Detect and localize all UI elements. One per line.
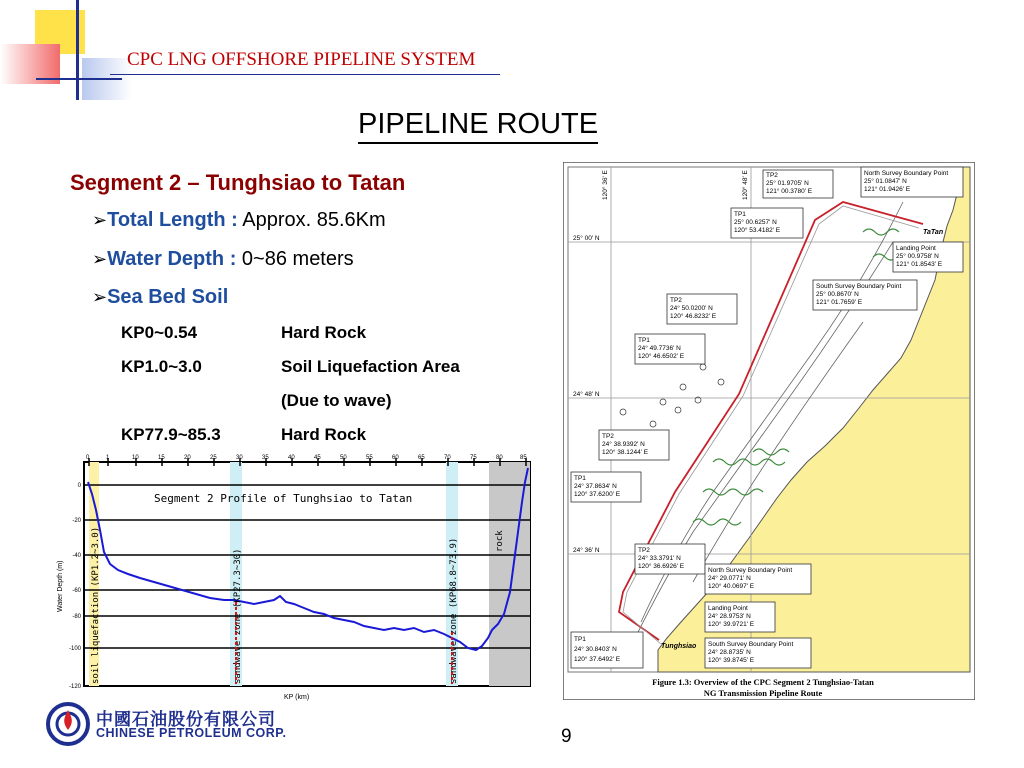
callout-text: 24° 29.0771' N: [708, 575, 751, 582]
tick-label: 70: [444, 455, 451, 461]
tick-label: 10: [132, 455, 139, 461]
tick-label: 60: [392, 455, 399, 461]
tick-label: 1: [106, 455, 110, 461]
y-tick-label: -80: [72, 614, 81, 620]
chart-title: Segment 2 Profile of Tunghsiao to Tatan: [154, 492, 413, 505]
tick-label: 30: [236, 455, 243, 461]
callout-text: 25° 01.9705' N: [766, 180, 809, 187]
callout-text: 24° 38.9392' N: [602, 441, 645, 448]
callout-text: 120° 36.6926' E: [638, 563, 685, 570]
decor-hline: [36, 78, 122, 80]
callout-text: TP2: [602, 433, 614, 440]
callout-text: 24° 37.8634' N: [574, 483, 617, 490]
y-tick-label: -100: [68, 646, 81, 652]
bullet-label: Sea Bed Soil: [107, 286, 229, 308]
callout-text: 120° 53.4182' E: [734, 227, 781, 234]
tick-label: 15: [158, 455, 165, 461]
y-tick-label: -60: [72, 588, 81, 594]
soil-desc: Hard Rock: [281, 323, 367, 342]
callout-text: 120° 46.6502' E: [638, 353, 685, 360]
tick-label: 0: [86, 455, 90, 461]
callout-text: 120° 39.8745' E: [708, 657, 755, 664]
callout-text: 24° 33.3791' N: [638, 555, 681, 562]
soil-desc: Hard Rock: [281, 425, 367, 444]
profile-chart: [48, 452, 538, 702]
soil-kp: KP1.0~3.0: [121, 357, 202, 376]
callout-text: 24° 50.0200' N: [670, 305, 713, 312]
map-caption-line1: Figure 1.3: Overview of the CPC Segment 2 Tunghsiao-Tatan: [652, 677, 874, 687]
soil-kp: KP0~0.54: [121, 323, 198, 342]
callout-text: 121° 01.8543' E: [896, 261, 943, 268]
tick-label: 55: [366, 455, 373, 461]
callout-text: TP2: [766, 172, 778, 179]
callout-text: Landing Point: [708, 605, 748, 612]
callout-text: 25° 00.6257' N: [734, 219, 777, 226]
callout-text: South Survey Boundary Point: [816, 283, 902, 290]
arrow-bullet-icon: ➢: [92, 249, 108, 269]
cpc-logo-icon: [46, 702, 90, 746]
zone-label: soil liquefaction (KP1.2~3.0): [91, 526, 101, 684]
tick-label: 50: [340, 455, 347, 461]
soil-desc: (Due to wave): [281, 391, 392, 410]
bullet-value: Approx. 85.6Km: [242, 209, 386, 231]
tick-label: 25: [210, 455, 217, 461]
callout-text: 121° 00.3780' E: [766, 188, 813, 195]
callout-text: 24° 28.9753' N: [708, 613, 751, 620]
lat-label: 25° 00' N: [573, 235, 600, 242]
callout-text: 120° 40.0697' E: [708, 583, 755, 590]
place-tatan: TaTan: [923, 229, 944, 236]
callout-text: Landing Point: [896, 245, 936, 252]
bullet-label: Water Depth :: [107, 248, 237, 270]
y-tick-label: -120: [68, 684, 81, 690]
bullet-label: Total Length :: [107, 209, 238, 231]
x-axis-label: KP (km): [284, 694, 310, 701]
zone-label: sandwave zone (KP27.3~30): [233, 548, 243, 684]
bullet-value: 0~86 meters: [241, 248, 354, 270]
callout-text: 25° 00.8670' N: [816, 291, 859, 298]
route-map: [563, 162, 975, 700]
tick-label: 40: [288, 455, 295, 461]
callout-text: 25° 00.9758' N: [896, 253, 939, 260]
logo-chinese-name: 中國石油股份有限公司: [96, 710, 276, 730]
map-caption-line2: NG Transmission Pipeline Route: [703, 688, 823, 698]
bullet-water-depth: [92, 248, 354, 271]
callout-text: TP1: [574, 636, 586, 643]
bullet-total-length: [92, 209, 386, 232]
callout-text: TP2: [670, 297, 682, 304]
tick-label: 45: [314, 455, 321, 461]
header-rule: [110, 74, 500, 75]
y-tick-label: -20: [72, 518, 81, 524]
callout-text: TP1: [638, 337, 650, 344]
callout-text: TP2: [638, 547, 650, 554]
callout-text: 24° 49.7736' N: [638, 345, 681, 352]
lon-label: 120° 48' E: [742, 170, 749, 200]
place-tunghsiao: Tunghsiao: [661, 643, 697, 650]
callout-text: 121° 01.9426' E: [864, 186, 911, 193]
tick-label: 85: [520, 455, 527, 461]
zone-label: sandwave zone (KP68.8~73.9): [449, 537, 459, 684]
callout-text: North Survey Boundary Point: [864, 170, 949, 177]
tick-label: 20: [184, 455, 191, 461]
tick-label: 65: [418, 455, 425, 461]
callout-text: 24° 28.8735' N: [708, 649, 751, 656]
callout-text: 120° 46.8232' E: [670, 313, 717, 320]
callout-text: TP1: [574, 475, 586, 482]
soil-desc: Soil Liquefaction Area: [281, 357, 460, 376]
lat-label: 24° 48' N: [573, 391, 600, 398]
zone-label: rock: [495, 530, 505, 552]
y-axis-label: Water Depth (m): [57, 560, 64, 612]
callout-text: 120° 37.6200' E: [574, 491, 621, 498]
callout-text: TP1: [734, 211, 746, 218]
callout-text: North Survey Boundary Point: [708, 567, 793, 574]
tick-label: 80: [496, 455, 503, 461]
bullet-sea-bed-soil: [92, 286, 228, 309]
arrow-bullet-icon: ➢: [92, 210, 108, 230]
segment-heading: Segment 2 – Tunghsiao to Tatan: [70, 170, 406, 195]
callout-text: 120° 37.6492' E: [574, 656, 621, 663]
callout-text: 24° 30.8403' N: [574, 646, 617, 653]
callout-text: 121° 01.7659' E: [816, 299, 863, 306]
callout-text: 120° 38.1244' E: [602, 449, 649, 456]
y-tick-label: 0: [77, 483, 81, 489]
callout-text: South Survey Boundary Point: [708, 641, 794, 648]
page-number: 9: [561, 726, 572, 747]
lon-label: 120° 36' E: [602, 170, 609, 200]
slide-title: PIPELINE ROUTE: [358, 108, 598, 144]
y-tick-label: -40: [72, 553, 81, 559]
header-title: CPC LNG OFFSHORE PIPELINE SYSTEM: [127, 49, 476, 70]
soil-kp: KP77.9~85.3: [121, 425, 221, 444]
tick-label: 75: [470, 455, 477, 461]
callout-text: 25° 01.0847' N: [864, 178, 907, 185]
lat-label: 24° 36' N: [573, 547, 600, 554]
tick-label: 35: [262, 455, 269, 461]
arrow-bullet-icon: ➢: [92, 287, 108, 307]
callout-text: 120° 39.9721' E: [708, 621, 755, 628]
decor-vline: [76, 0, 79, 100]
logo-english-name: CHINESE PETROLEUM CORP.: [96, 726, 287, 740]
